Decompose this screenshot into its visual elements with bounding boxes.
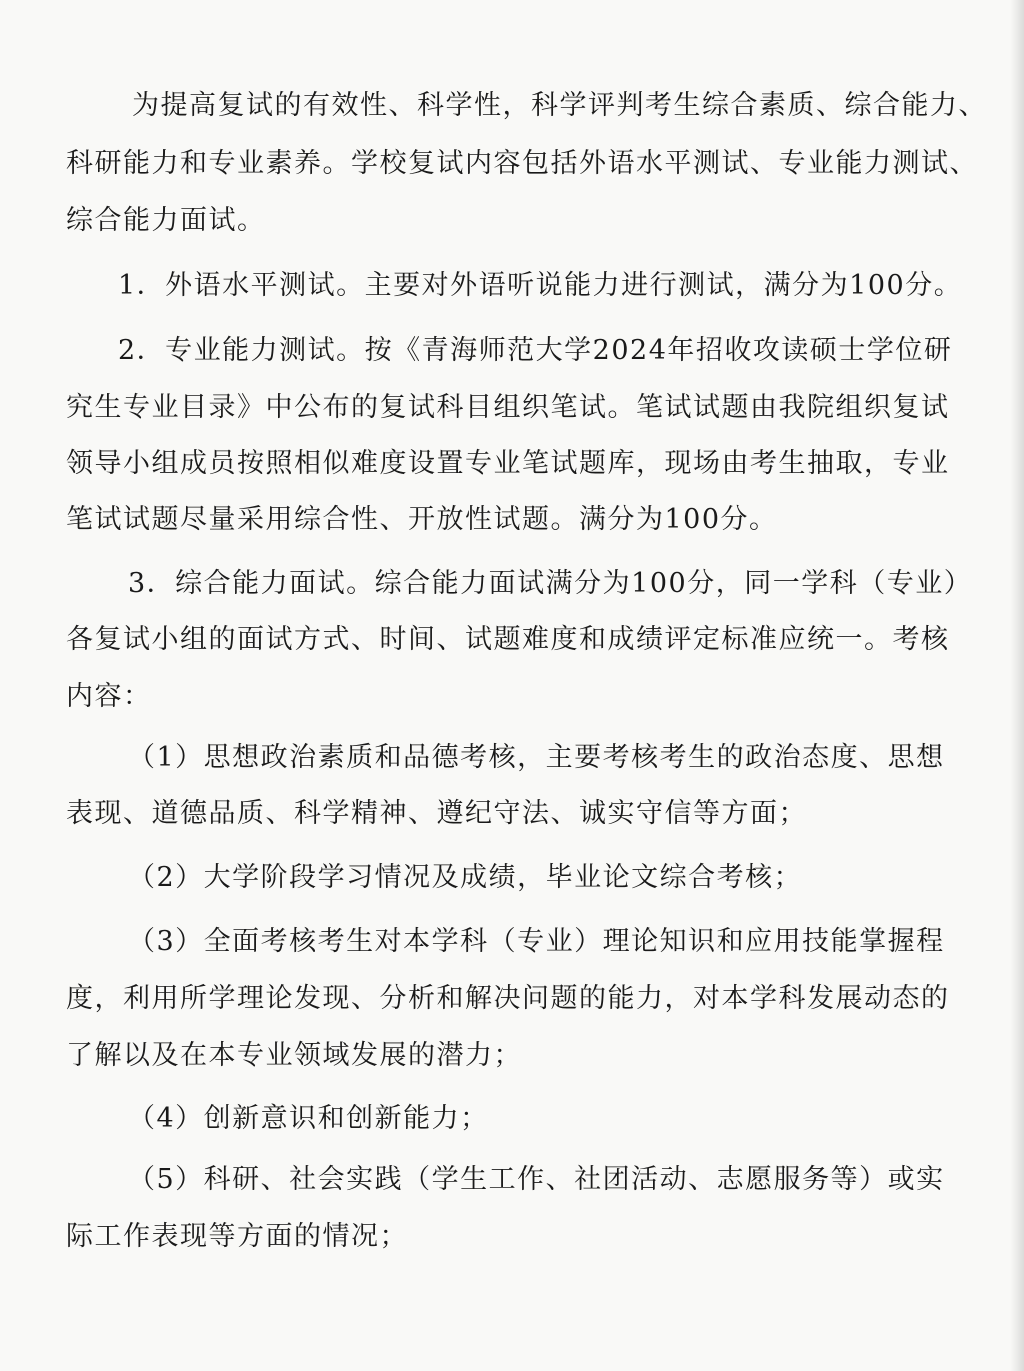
text-line-4: 1．外语水平测试。主要对外语听说能力进行测试，满分为100分。 — [118, 270, 963, 301]
text-line-13: 表现、道德品质、科学精神、遵纪守法、诚实守信等方面； — [66, 798, 807, 829]
text-line-16: 度，利用所学理论发现、分析和解决问题的能力，对本学科发展动态的 — [66, 983, 950, 1014]
text-line-10: 各复试小组的面试方式、时间、试题难度和成绩评定标准应统一。考核 — [66, 624, 950, 655]
text-line-17: 了解以及在本专业领域发展的潜力； — [66, 1040, 522, 1071]
text-line-1: 为提高复试的有效性、科学性，科学评判考生综合素质、综合能力、 — [132, 90, 987, 121]
text-line-15: （3）全面考核考生对本学科（专业）理论知识和应用技能掌握程 — [128, 926, 945, 957]
page-edge-shadow — [1010, 0, 1024, 1371]
text-line-11: 内容： — [66, 681, 152, 712]
text-line-14: （2）大学阶段学习情况及成绩，毕业论文综合考核； — [128, 862, 803, 893]
text-line-6: 究生专业目录》中公布的复试科目组织笔试。笔试试题由我院组织复试 — [66, 392, 950, 423]
text-line-3: 综合能力面试。 — [66, 205, 266, 236]
text-line-20: 际工作表现等方面的情况； — [66, 1221, 408, 1252]
text-line-8: 笔试试题尽量采用综合性、开放性试题。满分为100分。 — [66, 504, 778, 535]
text-line-5: 2．专业能力测试。按《青海师范大学2024年招收攻读硕士学位研 — [118, 335, 953, 366]
text-line-9: 3．综合能力面试。综合能力面试满分为100分，同一学科（专业） — [128, 568, 973, 599]
text-line-18: （4）创新意识和创新能力； — [128, 1103, 489, 1134]
text-line-12: （1）思想政治素质和品德考核，主要考核考生的政治态度、思想 — [128, 742, 945, 773]
text-line-7: 领导小组成员按照相似难度设置专业笔试题库，现场由考生抽取，专业 — [66, 448, 950, 479]
text-line-19: （5）科研、社会实践（学生工作、社团活动、志愿服务等）或实 — [128, 1164, 945, 1195]
text-line-2: 科研能力和专业素养。学校复试内容包括外语水平测试、专业能力测试、 — [66, 148, 978, 179]
